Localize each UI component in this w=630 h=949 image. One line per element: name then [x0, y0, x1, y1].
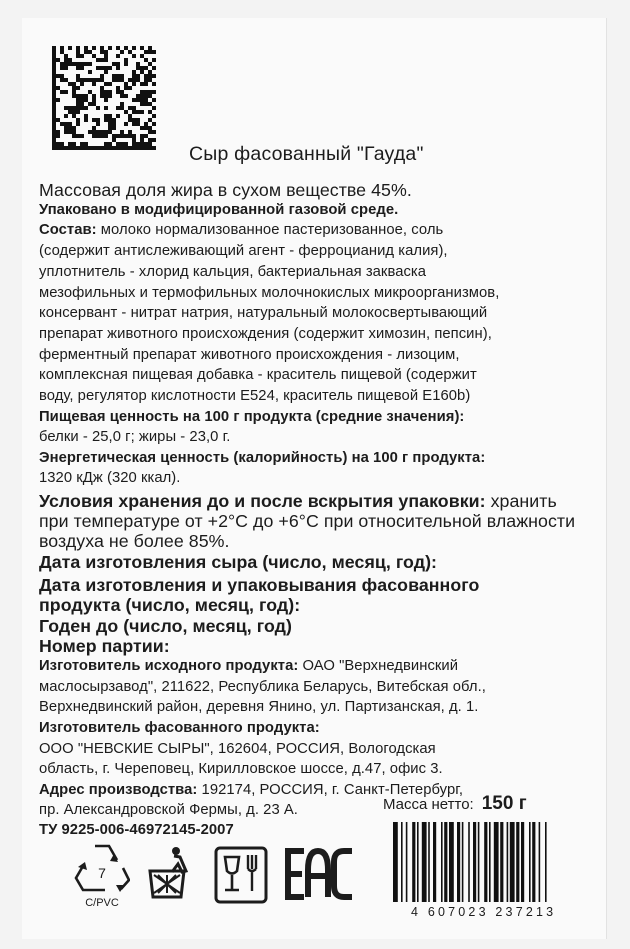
date-pack: продукта (число, месяц, год):	[39, 595, 301, 615]
nutrition-values: белки - 25,0 г; жиры - 23,0 г.	[39, 429, 231, 445]
composition-line: комплексная пищевая добавка - краситель пищевой (содержит	[39, 367, 477, 383]
composition-line: воду, регулятор кислотности Е524, краситель пищевой Е160b)	[39, 388, 471, 404]
product-title: Сыр фасованный "Гауда"	[189, 143, 424, 165]
source-maker-line: Верхнедвинский район, деревня Янино, ул. Партизанская, д. 1.	[39, 699, 479, 715]
storage-line	[39, 493, 557, 511]
storage-line: при температуре от +2°С до +6°С при относительной влажности	[39, 511, 576, 531]
recycle-code: C/PVC	[85, 897, 119, 908]
composition-line: (содержит антислеживающий агент - ферроцианид калия),	[39, 243, 448, 259]
datamatrix-code	[52, 46, 158, 152]
net-mass	[383, 793, 527, 815]
source-maker-text: ОАО "Верхнедвинский	[298, 658, 459, 674]
eac-text: EAC	[318, 878, 322, 879]
composition-line	[39, 223, 443, 238]
recycle-icon	[74, 840, 130, 908]
date-pack: Дата изготовления и упаковывания фасованного	[39, 575, 480, 595]
net-mass-label: Масса нетто:	[383, 796, 474, 813]
composition-text: молоко нормализованное пастеризованное, соль	[100, 222, 444, 238]
address-text: 192174, РОССИЯ, г. Санкт-Петербург,	[197, 782, 464, 798]
date-cheese: Дата изготовления сыра (число, месяц, год):	[39, 552, 438, 572]
packaging-note: Упаковано в модифицированной газовой среде.	[39, 202, 399, 218]
composition-label: Состав:	[39, 222, 97, 238]
best-before: Годен до (число, месяц, год)	[39, 616, 292, 636]
food-safe-icon	[213, 845, 269, 905]
tu-code: ТУ 9225-006-46972145-2007	[39, 822, 234, 838]
storage-line: воздуха не более 85%.	[39, 531, 230, 551]
fat-content: Массовая доля жира в сухом веществе 45%.	[39, 180, 412, 200]
energy-values: 1320 кДж (320 ккал).	[39, 470, 181, 486]
composition-line: консервант - нитрат натрия, натуральный молокосвертывающий	[39, 305, 488, 321]
composition-line: ферментный препарат животного происхождения - лизоцим,	[39, 347, 460, 363]
source-maker-line: маслосырзавод", 211622, Республика Беларусь, Витебская обл.,	[39, 679, 486, 695]
storage-label: Условия хранения до и после вскрытия упаковки:	[39, 491, 486, 511]
energy-heading: Энергетическая ценность (калорийность) на 100 г продукта:	[39, 450, 486, 466]
net-mass-value: 150 г	[481, 793, 527, 814]
address-line: пр. Александровской Фермы, д. 23 А.	[39, 802, 298, 818]
composition-line: уплотнитель - хлорид кальция, бактериальная закваска	[39, 264, 427, 280]
barcode	[391, 822, 591, 904]
packer-line: область, г. Череповец, Кирилловское шоссе, д.47, офис 3.	[39, 761, 443, 777]
eac-mark-icon	[284, 848, 356, 900]
batch-number: Номер партии:	[39, 636, 170, 656]
ean-number: 4 607023 237213	[411, 905, 557, 919]
composition-line: мезофильных и термофильных молочнокислых микроорганизмов,	[39, 285, 500, 301]
storage-text: хранить	[485, 491, 557, 511]
source-maker-line	[39, 659, 458, 674]
nutrition-heading: Пищевая ценность на 100 г продукта (средние значения):	[39, 409, 465, 425]
address-label: Адрес производства:	[39, 782, 198, 798]
source-maker-label: Изготовитель исходного продукта:	[39, 658, 299, 674]
recycle-number: 7	[98, 865, 106, 881]
packer-line: ООО "НЕВСКИЕ СЫРЫ", 162604, РОССИЯ, Вологодская	[39, 741, 436, 757]
packer-heading: Изготовитель фасованного продукта:	[39, 720, 320, 736]
composition-line: препарат животного происхождения (содержит химозин, пепсин),	[39, 326, 492, 342]
trash-bin-icon	[146, 845, 194, 901]
